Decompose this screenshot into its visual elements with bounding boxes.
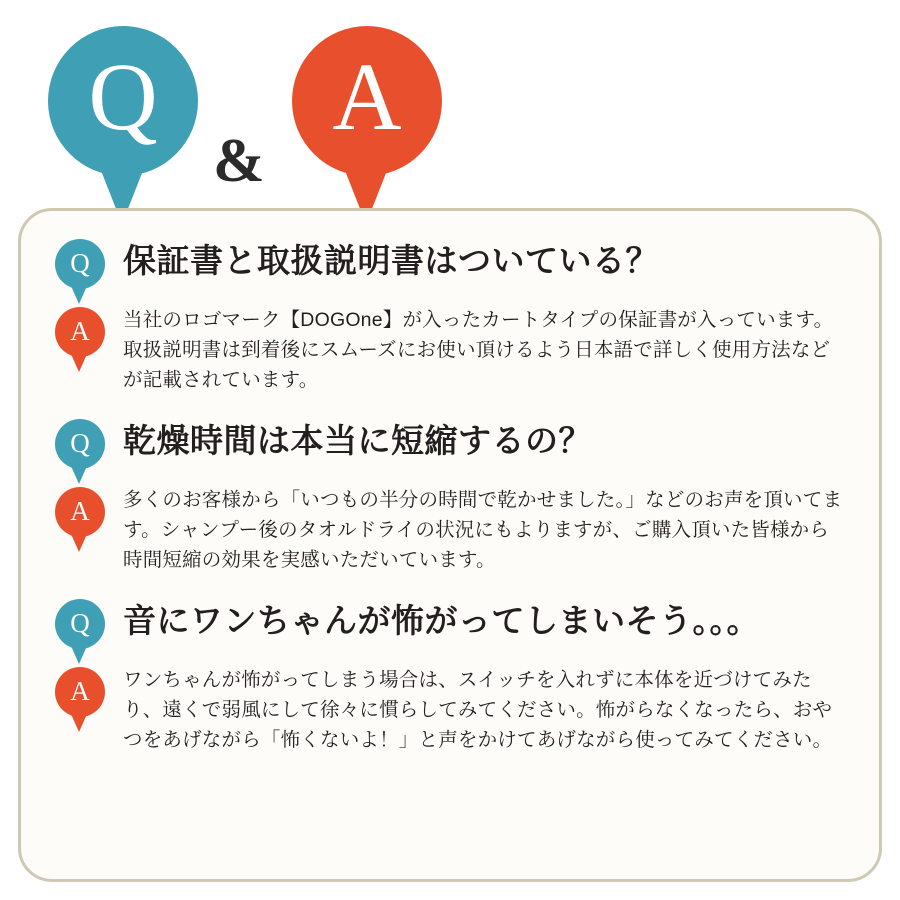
- faq-answer-text: 多くのお客様から「いつもの半分の時間で乾かせました。」などのお声を頂いてます。シャンプー後のタオルドライの状況にもよりますが、ご購入頂いた皆様から時間短縮の効果を実感いただいています。: [123, 489, 843, 571]
- answer-badge-icon: [55, 667, 105, 717]
- header-banner: [0, 0, 900, 215]
- question-badge-icon: [55, 599, 105, 649]
- faq-question-text: 音にワンちゃんが怖がってしまいそう。。。: [123, 602, 760, 639]
- faq-answer-row: [55, 485, 845, 575]
- answer-badge-icon: [55, 307, 105, 357]
- faq-card: [18, 208, 882, 882]
- question-badge-icon: [55, 419, 105, 469]
- answer-badge-letter: A: [70, 495, 90, 526]
- question-badge-letter: Q: [70, 427, 90, 458]
- faq-answer-text: ワンちゃんが怖がってしまう場合は、スイッチを入れずに本体を近づけてみたり、遠くで弱風にして徐々に慣らしてみてください。怖がらなくなったら、おやつをあげながら「怖くないよ！」と声をかけてあげながら使ってみてください。: [123, 669, 833, 751]
- question-balloon-letter: Q: [88, 43, 158, 150]
- balloon-tail-icon: [71, 354, 87, 372]
- faq-answer-row: [55, 665, 845, 755]
- faq-question-row: [55, 597, 845, 657]
- faq-question-text: 保証書と取扱説明書はついている？: [123, 242, 659, 279]
- faq-answer-row: [55, 305, 845, 395]
- answer-balloon-letter: A: [332, 43, 402, 150]
- answer-balloon-large: [292, 26, 442, 176]
- balloon-tail-icon: [71, 286, 87, 304]
- faq-question-row: [55, 417, 845, 477]
- answer-badge-letter: A: [70, 315, 90, 346]
- balloon-tail-icon: [71, 714, 87, 732]
- balloon-tail-icon: [71, 646, 87, 664]
- question-badge-letter: Q: [70, 247, 90, 278]
- question-balloon-large: [48, 26, 198, 176]
- faq-question-text: 乾燥時間は本当に短縮するの？: [123, 422, 592, 459]
- ampersand-label: &: [213, 127, 265, 195]
- answer-badge-icon: [55, 487, 105, 537]
- faq-item: [55, 237, 845, 395]
- question-badge-icon: [55, 239, 105, 289]
- faq-answer-text: 当社のロゴマーク【DOGOne】が入ったカートタイプの保証書が入っています。取扱説明書は到着後にスムーズにお使い頂けるよう日本語で詳しく使用方法などが記載されています。: [123, 309, 834, 391]
- faq-question-row: [55, 237, 845, 297]
- balloon-tail-icon: [71, 466, 87, 484]
- answer-badge-letter: A: [70, 675, 90, 706]
- question-badge-letter: Q: [70, 607, 90, 638]
- faq-item: [55, 417, 845, 575]
- faq-item: [55, 597, 845, 755]
- balloon-tail-icon: [71, 534, 87, 552]
